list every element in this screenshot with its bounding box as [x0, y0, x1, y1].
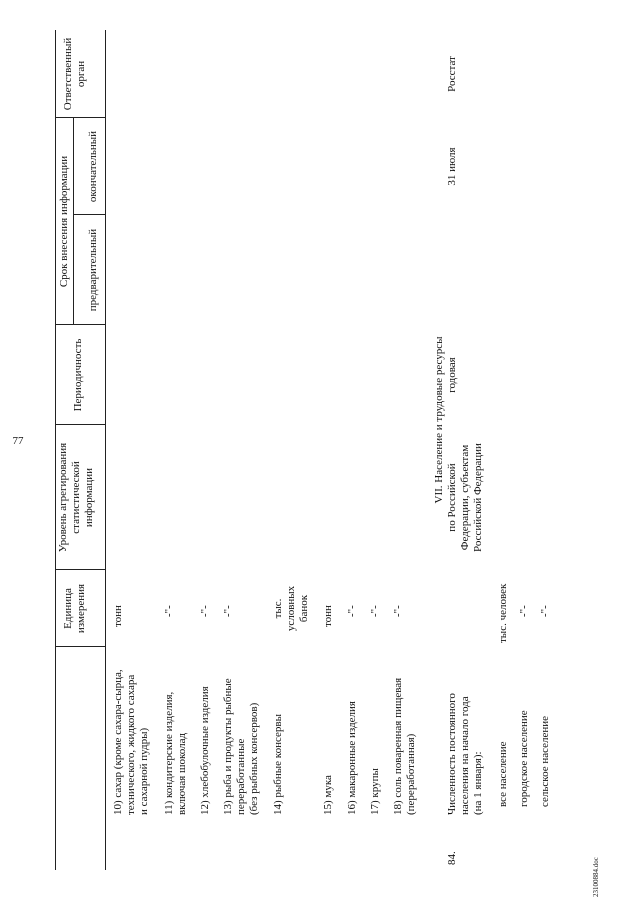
row-name: 12) хлебобулочные изделия [199, 686, 211, 815]
section-title: VII. Население и трудовые ресурсы [433, 336, 445, 504]
row-name: 14) рыбные консервы [272, 714, 284, 815]
row-name: 18) соль поваренная пищевая (переработанная) [392, 677, 417, 815]
row-unit: тонн [322, 605, 334, 627]
item-aggregation: по Российской Федерации, субъектам Российской Федерации [446, 443, 484, 552]
item-final-date: 31 июля [446, 147, 458, 186]
header-deadline: Срок внесения информации [58, 155, 70, 288]
row-name: 16) макаронные изделия [346, 701, 358, 815]
sub-name: все население [497, 741, 509, 807]
header-top-rule [55, 30, 56, 870]
row-name: 10) сахар (кроме сахара-сырца, технического, жидкого сахара и сахарной пудры) [112, 669, 150, 815]
sub-unit: -"- [518, 605, 530, 617]
subheader-rule [73, 118, 74, 325]
row-unit: -"- [163, 605, 175, 617]
sub-name: городское население [518, 710, 530, 807]
row-unit: -"- [346, 605, 358, 617]
header-final: окончательный [87, 130, 99, 203]
header-aggregation: Уровень агрегирования статистической информации [57, 442, 95, 553]
row-unit: тонн [112, 605, 124, 627]
row-unit: -"- [369, 605, 381, 617]
row-unit: -"- [199, 605, 211, 617]
row-name: 17) крупы [369, 768, 381, 815]
row-name: 15) мука [322, 775, 334, 815]
sub-unit: -"- [539, 605, 551, 617]
sub-unit: тыс. человек [497, 583, 509, 643]
footer-filename: 23100884.doc [592, 857, 600, 897]
item-responsible: Росстат [446, 56, 458, 92]
row-unit: -"- [222, 605, 234, 617]
header-unit: Единица измерения [62, 583, 87, 634]
row-unit: -"- [392, 605, 404, 617]
header-preliminary: предварительный [87, 228, 99, 312]
sub-name: сельское население [539, 715, 551, 807]
row-unit: тыс. условных банок [272, 585, 310, 632]
page-number: 77 [12, 435, 24, 447]
header-bottom-rule [105, 30, 106, 870]
header-periodicity: Периодичность [72, 338, 84, 412]
item-number: 84. [446, 851, 458, 865]
header-responsible: Ответственный орган [62, 37, 87, 111]
item-name: Численность постоянного населения на начало года (на 1 января): [446, 693, 484, 815]
row-name: 11) кондитерские изделия, включая шоколад [163, 691, 188, 815]
row-name: 13) рыба и продукты рыбные переработанные (без рыбных консервов) [222, 678, 260, 815]
item-periodicity: годовая [446, 357, 458, 393]
